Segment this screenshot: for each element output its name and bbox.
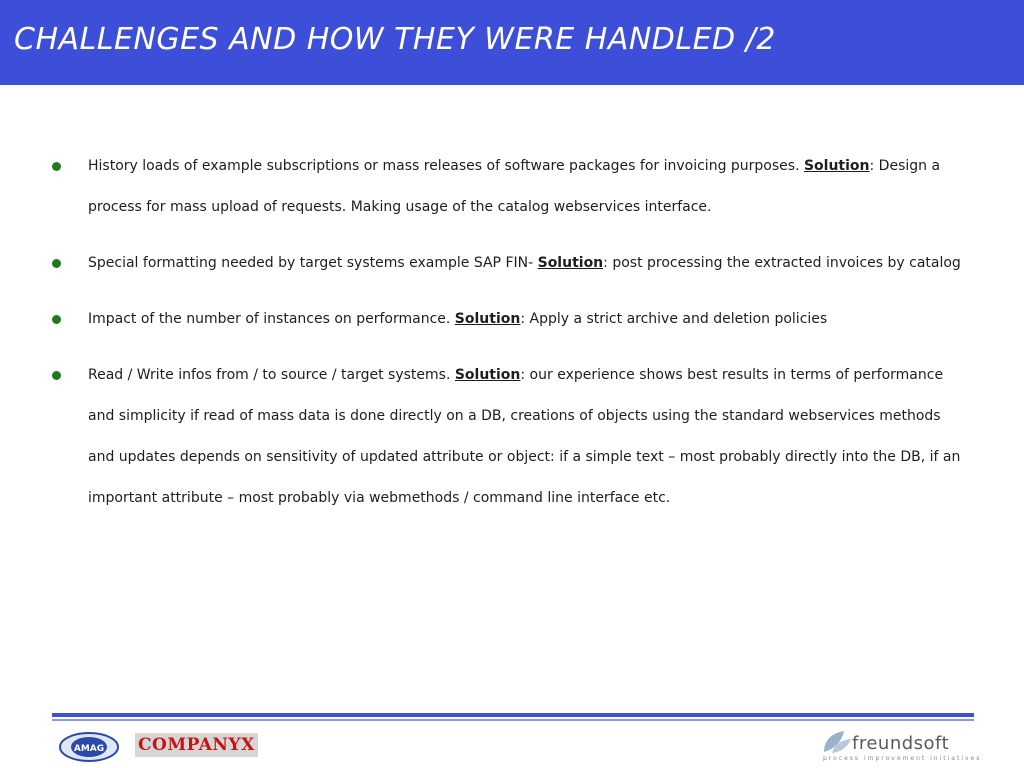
bullet-solution-text: : post processing the extracted invoices by catalog <box>603 255 961 271</box>
solution-label: Solution <box>454 311 521 327</box>
bullet-item-read-write <box>0 355 963 519</box>
bullet-dot-icon <box>52 162 61 171</box>
bullet-dot-icon <box>52 371 61 380</box>
freundsoft-leaf-icon <box>821 728 853 756</box>
slide-title: CHALLENGES AND HOW THEY WERE HANDLED /2 <box>14 22 776 57</box>
bullet-dot-icon <box>52 259 61 268</box>
freundsoft-tagline: process improvement initiatives <box>823 755 982 762</box>
solution-label: Solution <box>803 158 870 174</box>
bullet-solution-text: : our experience shows best results in terms of performance and simplicity if read of mass data is done directly on a DB, creations of objects using the standard webservices methods and updates depends on sensitivity of updated attribute or object: if a simple text – most probably directly into the DB, if an important attribute – most probably via webmethods / command line interface etc. <box>88 367 961 506</box>
bullet-text: Read / Write infos from / to source / target systems. <box>88 367 455 383</box>
bullet-list <box>0 146 1024 534</box>
amag-logo-icon <box>58 730 120 764</box>
footer-divider <box>52 713 974 717</box>
bullet-text: Special formatting needed by target systems example SAP FIN- <box>88 255 538 271</box>
solution-label: Solution <box>454 367 521 383</box>
bullet-dot-icon <box>52 315 61 324</box>
header-bar <box>0 0 1024 85</box>
solution-label: Solution <box>537 255 604 271</box>
bullet-item-special-formatting <box>0 243 963 284</box>
bullet-text: History loads of example subscriptions or mass releases of software packages for invoicing purposes. <box>88 158 804 174</box>
bullet-solution-text: : Design a process for mass upload of requests. Making usage of the catalog webservices interface. <box>88 158 941 215</box>
amag-logo-text: AMAG <box>73 744 105 754</box>
companyx-logo: COMPANYX <box>135 733 258 757</box>
bullet-solution-text: : Apply a strict archive and deletion policies <box>520 311 828 327</box>
freundsoft-name: freundsoft <box>852 733 950 754</box>
bullet-item-instances-performance <box>0 299 963 340</box>
bullet-text: Impact of the number of instances on performance. <box>88 311 455 327</box>
footer-divider-thin <box>52 719 974 721</box>
bullet-item-history-loads <box>0 146 963 228</box>
freundsoft-logo <box>821 728 982 762</box>
